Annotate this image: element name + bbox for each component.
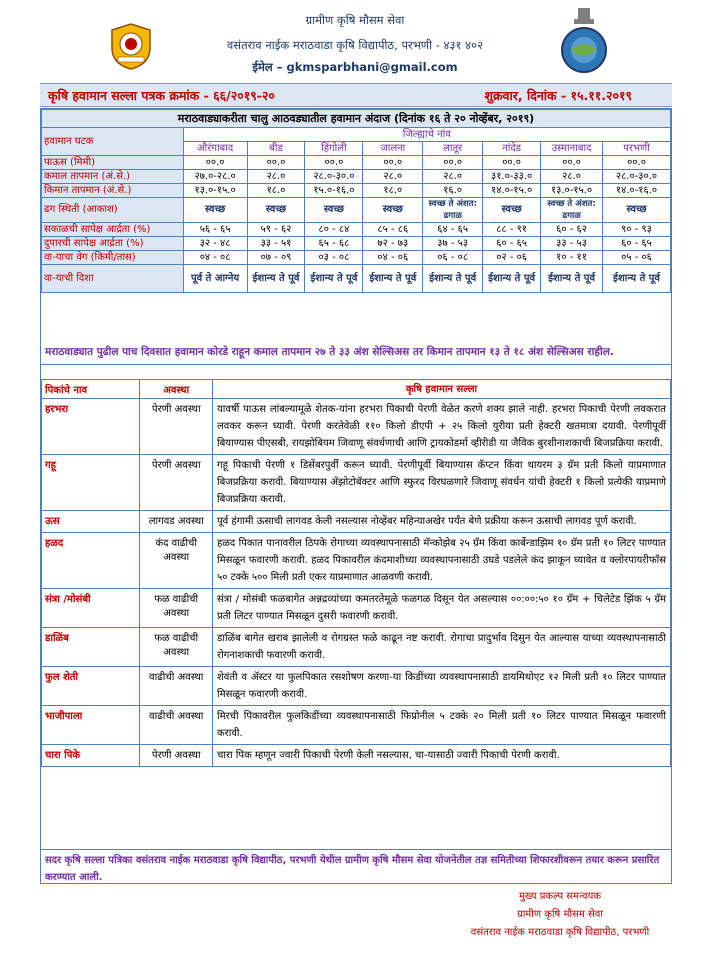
advisory-text: हळद पिकात पानावरील ठिपके रोगाच्या व्यवस्थापनासाठी मॅन्कोझेब २५ ग्रॅम किंवा कार्बेन्डाझिम १० ग्रॅम प्रती १० लिटर पाण्यात मिसळून फवारणी करावी. हळद पिकावरील कंदमाशीच्या व्यवस्थापनासाठी उघडे पडलेले कंद झाकून घ्यावेत व क्लोरपायरीफॉस ५० टक्के ५०० मिली प्रती एकर याप्रमाणात आळवणी करावी. — [213, 533, 671, 589]
forecast-value: स्वच्छ — [603, 198, 671, 223]
forecast-row — [42, 184, 671, 198]
forecast-value: ७२ - ७३ — [363, 237, 423, 251]
district-header: औरंगाबाद — [183, 142, 247, 156]
advisory-text: गहू पिकाची पेरणी १ डिसेंबरपुर्वी करून घ्यावी. पेरणीपूर्वी बियाण्यास कॅप्टन किंवा थायरम ३ ग्रॅम प्रती किलो याप्रमाणात बिजप्रक्रिया करावी. बियाण्यास ॲझोटोबॅक्टर आणि स्फुरद विरघळणारे जिवाणू संवर्धन यांची हेक्टरी १ किलो प्रत्येकी याप्रमाणे बिजप्रक्रिया करावी. — [213, 455, 671, 511]
forecast-value: ईशान्य ते पूर्व — [483, 265, 541, 293]
district-group-header: जिल्ह्याचे नांव — [183, 128, 670, 142]
forecast-value: ००.० — [363, 156, 423, 170]
advisory-crop-stage: पेरणी अवस्था — [140, 745, 213, 767]
forecast-value: ०२ - ०६ — [483, 251, 541, 265]
forecast-value: २८.०-३०.० — [603, 170, 671, 184]
bulletin-date: शुक्रवार, दिनांक - १५.११.२०१९ — [484, 88, 632, 103]
forecast-value: १५.०-१६.० — [305, 184, 363, 198]
forecast-parameter-label: कमाल तापमान (अं.से.) — [42, 170, 184, 184]
forecast-value: ३३ - ५३ — [541, 237, 603, 251]
imd-emblem-icon — [558, 6, 610, 78]
forecast-value: ००.० — [183, 156, 247, 170]
forecast-row — [42, 237, 671, 251]
advisory-crop-name: ऊस — [42, 511, 140, 533]
forecast-value: ईशान्य ते पूर्व — [305, 265, 363, 293]
advisory-text: शेवंती व ॲस्टर या फुलपिकात रसशोषण करणा-या किडींच्या व्यवस्थापनासाठी डायमिथोएट १२ मिली प्रती १० लिटर पाण्यात मिसळून फवारणी करावी. — [213, 667, 671, 706]
header-line-1: ग्रामीण कृषि मौसम सेवा — [305, 13, 405, 27]
forecast-value: १६.० — [423, 184, 483, 198]
forecast-value: स्वच्छ — [183, 198, 247, 223]
forecast-value: २८.० — [247, 170, 305, 184]
advisory-crop-stage: पेरणी अवस्था — [140, 455, 213, 511]
bulletin-number: कृषि हवामान सल्ला पत्रक क्रमांक - ६६/२०१९-२० — [48, 88, 275, 103]
forecast-row — [42, 251, 671, 265]
advisory-table — [41, 379, 671, 767]
advisory-row — [42, 628, 671, 667]
forecast-value: स्वच्छ — [483, 198, 541, 223]
forecast-value: १० - ११ — [541, 251, 603, 265]
forecast-value: १४.०-१५.० — [483, 184, 541, 198]
advisory-crop-name: भाजीपाला — [42, 706, 140, 745]
forecast-value: ०५ - ०६ — [603, 251, 671, 265]
advisory-crop-stage: वाढीची अवस्था — [140, 706, 213, 745]
forecast-value: ६४ - ६५ — [423, 223, 483, 237]
advisory-crop-stage: लागवड अवस्था — [140, 511, 213, 533]
forecast-value: १३.०-१५.० — [541, 184, 603, 198]
forecast-value: ०३ - ०८ — [305, 251, 363, 265]
advisory-banner — [40, 83, 672, 107]
advisory-stage-header: अवस्था — [140, 380, 213, 399]
advisory-crop-stage: वाढीची अवस्था — [140, 667, 213, 706]
forecast-value: २७.०-२८.० — [183, 170, 247, 184]
letterhead — [0, 0, 720, 82]
forecast-parameter-label: वा-याचा वेग (किमी/तास) — [42, 251, 184, 265]
advisory-text-header: कृषि हवामान सल्ला — [213, 380, 671, 399]
advisory-crop-name: संत्रा /मोसंबी — [42, 589, 140, 628]
district-header: नांदेड — [483, 142, 541, 156]
advisory-crop-name: हळद — [42, 533, 140, 589]
forecast-value: ०४ - ०८ — [183, 251, 247, 265]
forecast-value: ८० - ८४ — [305, 223, 363, 237]
forecast-parameter-label: किमान तापमान (अं.से.) — [42, 184, 184, 198]
forecast-parameter-label: वा-याची दिशा — [42, 265, 184, 293]
forecast-parameter-label: पाऊस (मिमी) — [42, 156, 184, 170]
forecast-parameter-label: ढग स्थिती (आकाश) — [42, 198, 184, 223]
forecast-row — [42, 156, 671, 170]
signature-service: ग्रामीण कृषि मौसम सेवा — [517, 909, 603, 920]
forecast-value: ००.० — [305, 156, 363, 170]
forecast-value: ०६ - ०८ — [423, 251, 483, 265]
advisory-crop-name: गहू — [42, 455, 140, 511]
forecast-value: ५९ - ६२ — [247, 223, 305, 237]
forecast-value: १८.० — [363, 184, 423, 198]
advisory-row — [42, 745, 671, 767]
advisory-text: संत्रा / मोसंबी फळबागेत अन्नद्रव्यांच्या कमतरतेमूळे फळगळ दिसून येत असल्यास ००:००:५० १० ग्रॅम + चिलेटेड झिंक ५ ग्रॅम प्रती लिटर पाण्यात मिसळून दुसरी फवारणी करावी. — [213, 589, 671, 628]
forecast-value: ००.० — [541, 156, 603, 170]
forecast-value: ६० - ६५ — [603, 237, 671, 251]
forecast-row — [42, 170, 671, 184]
forecast-value: ईशान्य ते पूर्व — [247, 265, 305, 293]
forecast-value: स्वच्छ — [247, 198, 305, 223]
forecast-value: ६० - ६५ — [483, 237, 541, 251]
forecast-parameter-label: दुपारची सापेक्ष आर्द्रता (%) — [42, 237, 184, 251]
forecast-value: २८.०-३०.० — [305, 170, 363, 184]
advisory-text: चारा पिक म्हणून ज्वारी पिकाची पेरणी केली नसल्यास, चा-यासाठी ज्वारी पिकाची पेरणी करावी. — [213, 745, 671, 767]
forecast-value: ३२ - ४८ — [183, 237, 247, 251]
forecast-value: १३.०-१५.० — [183, 184, 247, 198]
forecast-row — [42, 223, 671, 237]
forecast-row — [42, 198, 671, 223]
forecast-value: ईशान्य ते पूर्व — [603, 265, 671, 293]
forecast-value: १४.०-१६.० — [603, 184, 671, 198]
advisory-crop-name: डाळिंब — [42, 628, 140, 667]
bulletin-frame — [40, 108, 672, 884]
advisory-text: पूर्व हंगामी ऊसाची लागवड केली नसल्यास नोव्हेंबर महिन्याअखेर पर्यंत बेणे प्रक्रीया करून ऊसाची लागवड पूर्ण करावी. — [213, 511, 671, 533]
forecast-value: स्वच्छ — [363, 198, 423, 223]
forecast-parameter-label: सकाळची सापेक्ष आर्द्रता (%) — [42, 223, 184, 237]
signature-university: वसंतराव नाईक मराठवाडा कृषि विद्यापीठ, परभणी — [470, 927, 650, 938]
advisory-crop-stage: फळ वाढीची अवस्था — [140, 589, 213, 628]
forecast-value: स्वच्छ — [305, 198, 363, 223]
forecast-value: २८.० — [363, 170, 423, 184]
district-header: परभणी — [603, 142, 671, 156]
forecast-value: २८.० — [541, 170, 603, 184]
forecast-value: ००.० — [247, 156, 305, 170]
district-header: हिंगोली — [305, 142, 363, 156]
advisory-text: यावर्षी पाऊस लांबल्यामूळे शेतक-यांना हरभरा पिकाची पेरणी वेळेत करणे शक्य झाले नाही. हरभरा पिकाची पेरणी लवकरात लवकर करून घ्यावी. पेरणी करतेवेळी ११० किलो डीएपी + २५ किलो युरीया प्रती हेक्टरी खतमात्रा दयावी. पेरणीपूर्वी बियाण्यास पीएसबी, रायझोबियम जिवाणू संवर्धणाची आणि ट्रायकोडर्मा व्हीरीडी या जैविक बुरशीनाशकाची बिजप्रक्रिया करावी. — [213, 399, 671, 455]
advisory-crop-name: फुल शेती — [42, 667, 140, 706]
district-header: उस्मानाबाद — [541, 142, 603, 156]
advisory-text: डाळिंब बागेत खराब झालेली व रोगग्रस्त फळे काढून नष्ट करावी. रोगाचा प्रादुर्भाव दिसुन येत आल्यास याच्या व्यवस्थापनासाठी रोगनाशकाची फवारणी करावी. — [213, 628, 671, 667]
signature-title: मुख्य प्रकल्प समन्वयक — [518, 891, 602, 902]
advisory-crop-stage: कंद वाढीची अवस्था — [140, 533, 213, 589]
university-logo-icon — [108, 22, 154, 70]
forecast-summary: मराठवाड्यात पुढील पाच दिवसात हवामान कोरडे राहून कमाल तापमान २७ ते ३३ अंश सेल्सिअस तर किमान तापमान १३ ते १८ अंश सेल्सिअस राहील. — [41, 341, 671, 365]
forecast-value: ००.० — [483, 156, 541, 170]
advisory-row — [42, 667, 671, 706]
advisory-crop-stage: फळ वाढीची अवस्था — [140, 628, 213, 667]
forecast-value: ५६ - ६५ — [183, 223, 247, 237]
header-email: ईमेल – gkmsparbhani@gmail.com — [252, 60, 458, 74]
advisory-row — [42, 589, 671, 628]
advisory-row — [42, 511, 671, 533]
district-header: लातूर — [423, 142, 483, 156]
advisory-row — [42, 455, 671, 511]
advisory-crop-stage: पेरणी अवस्था — [140, 399, 213, 455]
advisory-row — [42, 706, 671, 745]
forecast-value: ००.० — [423, 156, 483, 170]
forecast-value: ००.० — [603, 156, 671, 170]
forecast-title: मराठवाड्याकरीता चालु आठवड्यातील हवामान अंदाज (दिनांक १६ ते २० नोव्हेंबर, २०१९) — [42, 110, 671, 128]
forecast-value: ०७ - ०९ — [247, 251, 305, 265]
advisory-text: मिरची पिकावरील फुलकिडींच्या व्यवस्थापनासाठी फिप्रोनील ५ टक्के २० मिली प्रती १० लिटर पाण्यात मिसळून फवारणी करावी. — [213, 706, 671, 745]
forecast-value: ३१.०-३३.० — [483, 170, 541, 184]
forecast-value: ८५ - ८६ — [363, 223, 423, 237]
advisory-crop-name: हरभरा — [42, 399, 140, 455]
forecast-table — [41, 109, 671, 293]
forecast-value: ईशान्य ते पूर्व — [423, 265, 483, 293]
district-header: बीड — [247, 142, 305, 156]
forecast-value: स्वच्छ ते अंशत: ढगाळ — [541, 198, 603, 223]
forecast-corner-label: हवामान घटक — [42, 128, 184, 156]
forecast-value: १८.० — [247, 184, 305, 198]
footer-note: सदर कृषि सल्ला पत्रिका वसंतराव नाईक मराठवाडा कृषि विद्यापीठ, परभणी येथील ग्रामीण कृषि मौसम सेवा योजनेतील तज्ञ समितीच्या शिफारशीवरून तयार करून प्रसारित करण्यात आली. — [41, 849, 671, 888]
advisory-crop-name: चारा पिके — [42, 745, 140, 767]
forecast-value: पूर्व ते आग्नेय — [183, 265, 247, 293]
forecast-value: ६० - ६२ — [541, 223, 603, 237]
advisory-crop-header: पिकांचे नाव — [42, 380, 140, 399]
district-header: जालना — [363, 142, 423, 156]
forecast-value: ६५ - ६८ — [305, 237, 363, 251]
forecast-value: ९० - ९३ — [603, 223, 671, 237]
forecast-value: ३७ - ५३ — [423, 237, 483, 251]
advisory-row — [42, 399, 671, 455]
forecast-value: २८.० — [423, 170, 483, 184]
header-line-2: वसंतराव नाईक मराठवाडा कृषि विद्यापीठ, परभणी - ४३१ ४०२ — [226, 38, 484, 52]
forecast-value: स्वच्छ ते अंशत: ढगाळ — [423, 198, 483, 223]
forecast-value: ३३ - ५१ — [247, 237, 305, 251]
forecast-value: ८८ - ९१ — [483, 223, 541, 237]
forecast-value: ईशान्य ते पूर्व — [541, 265, 603, 293]
forecast-value: ईशान्य ते पूर्व — [363, 265, 423, 293]
forecast-value: ०४ - ०६ — [363, 251, 423, 265]
forecast-row — [42, 265, 671, 293]
advisory-row — [42, 533, 671, 589]
